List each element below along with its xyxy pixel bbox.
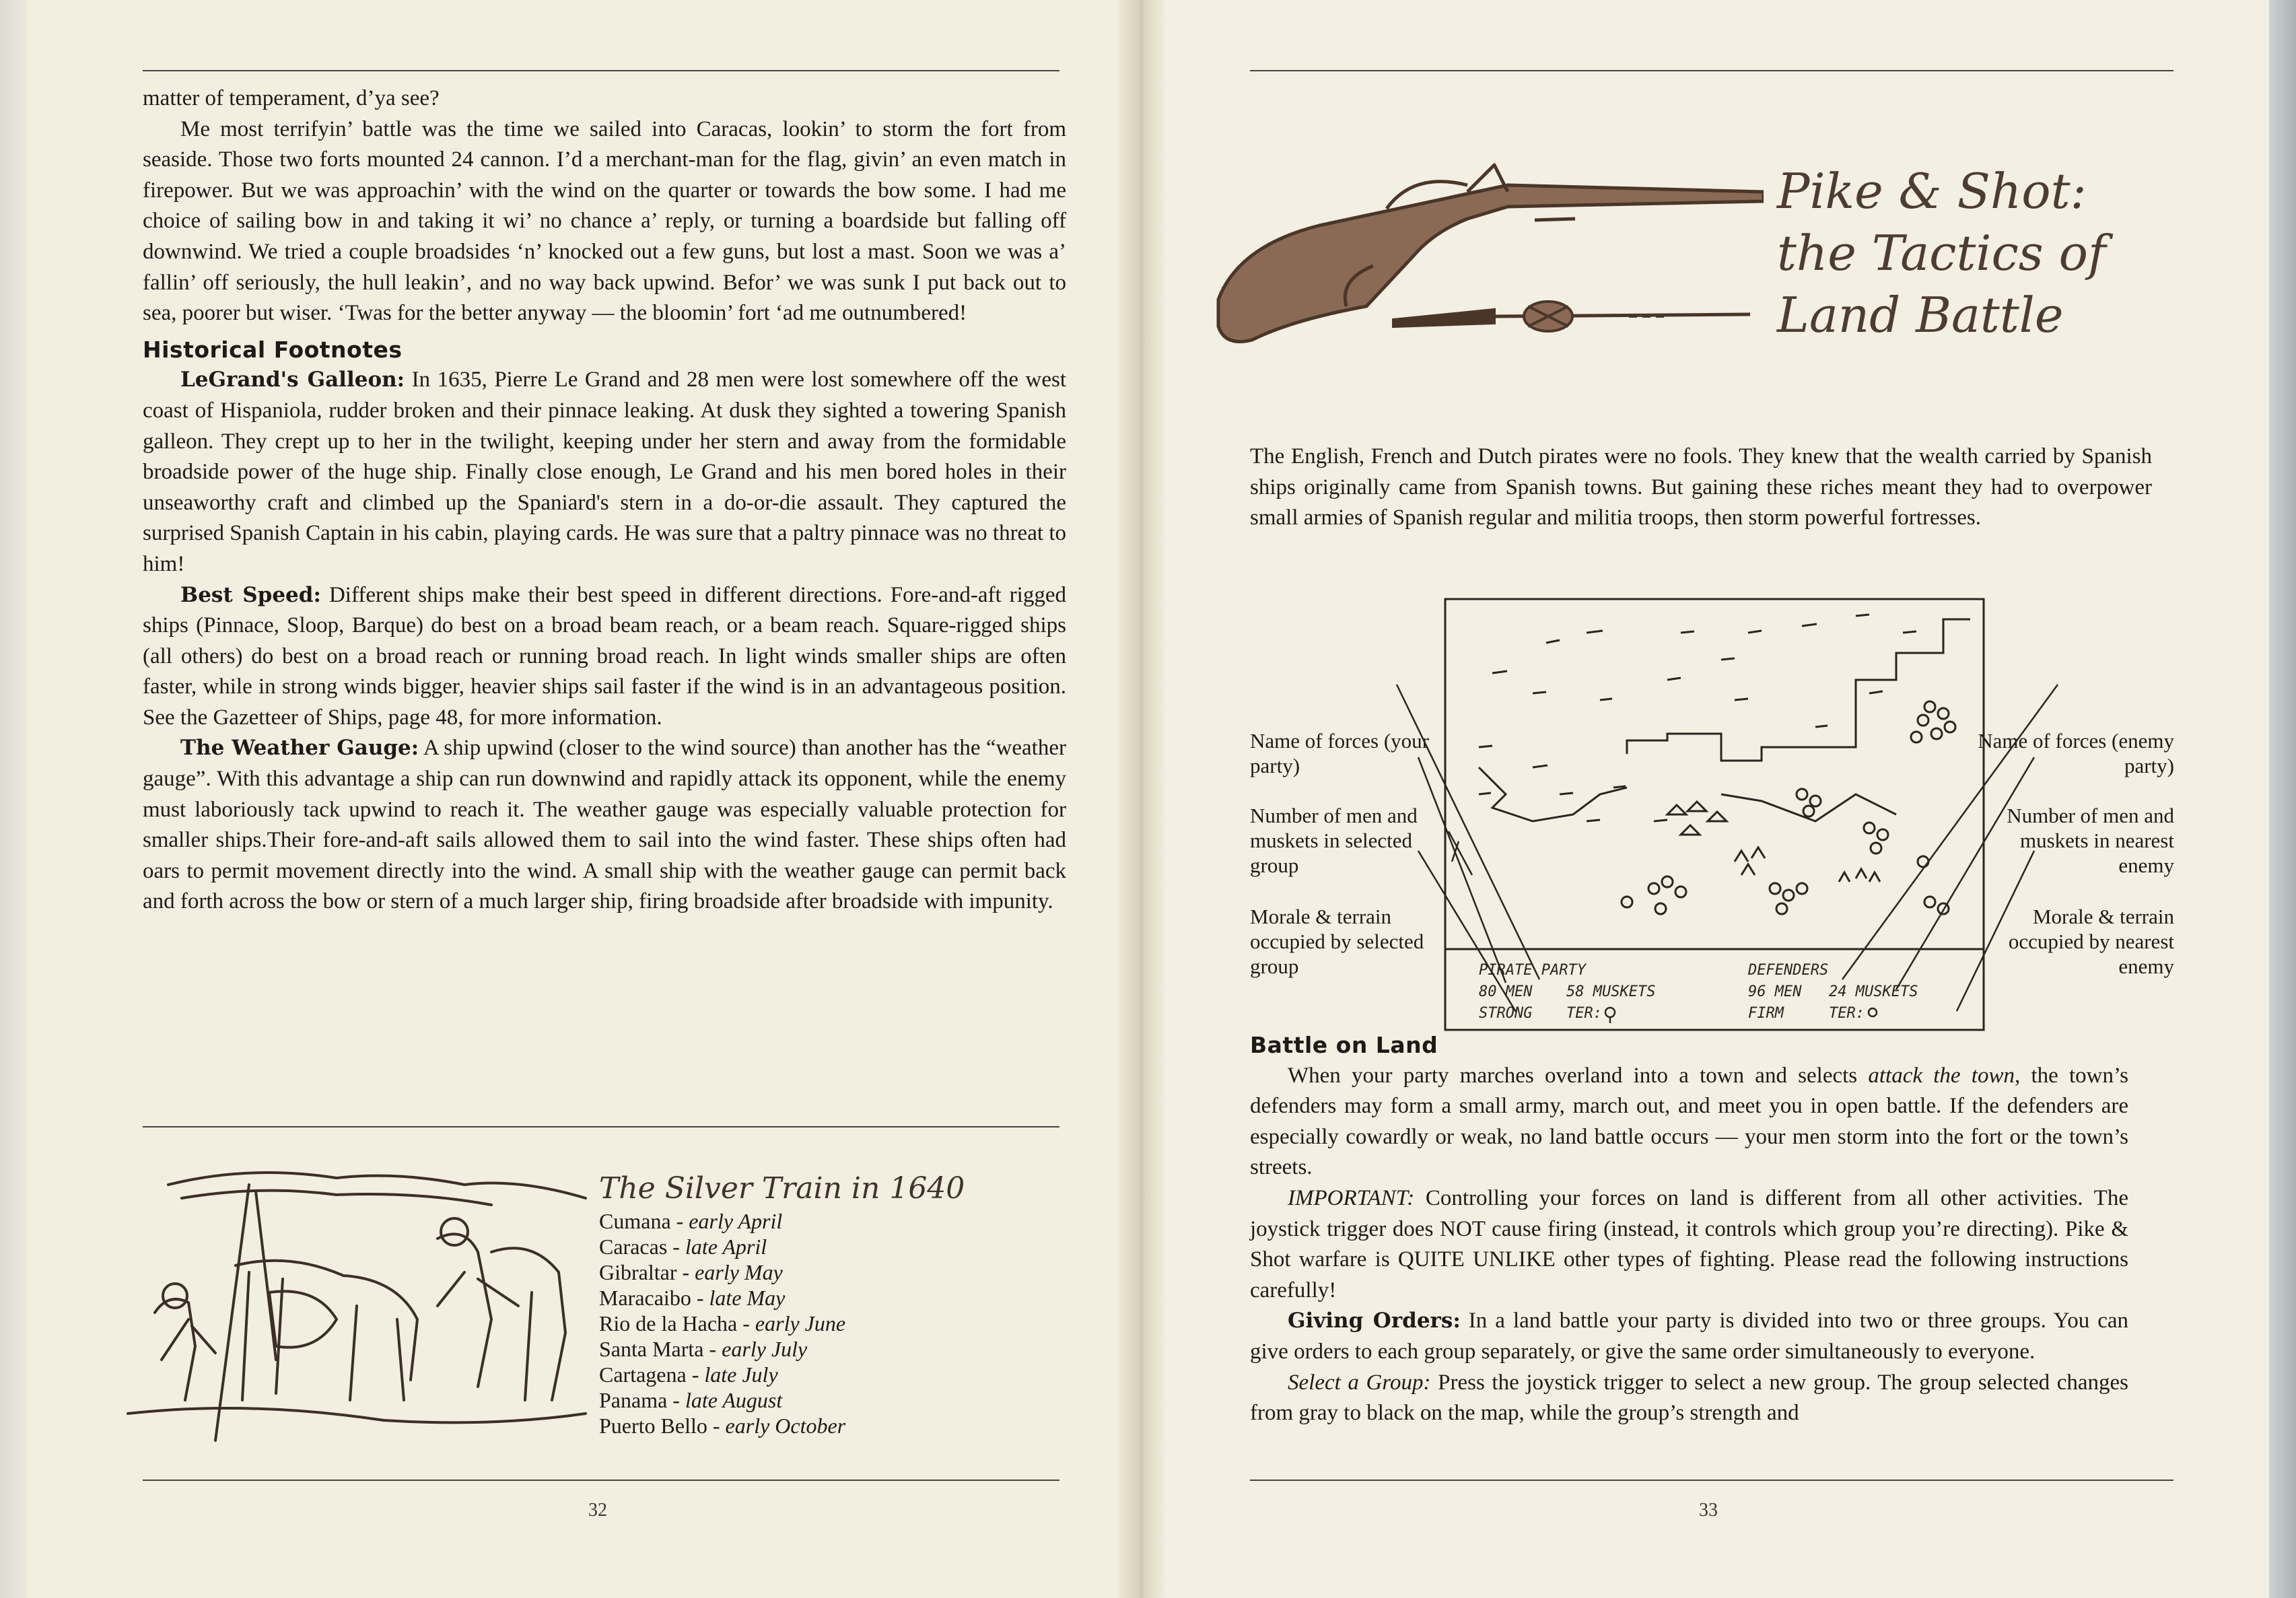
status-enemy-name: DEFENDERS xyxy=(1748,962,1829,979)
callout-enemy-party-name: Name of forces (enemy party) xyxy=(1978,729,2174,777)
sidebar-top-rule xyxy=(143,1126,1059,1127)
status-your-party-name: PIRATE PARTY xyxy=(1479,962,1586,979)
paragraph: matter of temperament, d’ya see? xyxy=(143,86,440,110)
footnotes-heading: Historical Footnotes xyxy=(143,336,403,363)
battle-on-land-section xyxy=(1250,1030,2128,1429)
bottom-rule-right xyxy=(1250,1480,2173,1481)
status-your-muskets: 58 MUSKETS xyxy=(1566,983,1656,1000)
callout-enemy-morale-terrain: Morale & terrain occupied by nearest enemy xyxy=(2008,905,2174,978)
list-item: Cartagena - late July xyxy=(599,1362,778,1387)
terrain-tree-icon xyxy=(1605,1008,1615,1017)
intro-paragraph: The English, French and Dutch pirates were no fools. They knew that the wealth carried by Spanish ships originally came from Spanish towns. But gaining these riches meant they had to overpower small armies of Spanish regular and militia troops, then storm powerful fortresses. xyxy=(1250,444,2152,530)
footnote-legrand: LeGrand's Galleon: In 1635, Pierre Le Grand and 28 men were lost somewhere off the west coast of Hispaniola, rudder broken and their pinnace leaking. At dusk they sighted a towering Spanish galleon. They crept up to her in the twilight, keeping under her stern and away from the formidable broadside power of the huge ship. Finally close enough, Le Grand and his men bored holes in their unseaworthy craft and climbed up the Spaniard's stern in a do-or-die assault. They captured the surprised Spanish Captain in his cabin, playing cards. He was sure that a paltry pinnace was no threat to him! xyxy=(143,368,1066,576)
list-item: Maracaibo - late May xyxy=(599,1286,786,1310)
page-number-left: 32 xyxy=(588,1500,607,1521)
footnote-weather-gauge: The Weather Gauge: A ship upwind (closer to the wind source) than another has the “weather gauge”. With this advantage a ship can run downwind and rapidly attack its opponent, while the enemy must laboriously tack upwind to reach it. The weather gauge was especially valuable protection for smaller ships.Their fore-and-aft sails allowed them to sail into the wind faster. These ships often had oars to permit movement directly into the wind. A small ship with the weather gauge can permit back and forth across the bow or stern of a much larger ship, firing broadside after broadside with impunity. xyxy=(143,736,1066,914)
list-item: Rio de la Hacha - early June xyxy=(599,1311,846,1335)
list-item: Caracas - late April xyxy=(599,1235,767,1259)
sidebar-title: The Silver Train in 1640 xyxy=(599,1171,965,1206)
callout-enemy-men-muskets: Number of men and muskets in nearest enemy xyxy=(2007,804,2174,877)
top-rule-right xyxy=(1250,70,2173,71)
book-gutter xyxy=(1117,0,1164,1598)
book-edge-right xyxy=(2269,0,2296,1598)
status-enemy-men: 96 MEN xyxy=(1748,983,1802,1000)
paragraph: Select a Group: Press the joystick trigger to select a new group. The group selected changes from gray to black on the map, while the group’s strength and xyxy=(1250,1370,2128,1426)
list-item: Santa Marta - early July xyxy=(599,1337,808,1361)
paragraph: IMPORTANT: Controlling your forces on land is different from all other activities. The joystick trigger does NOT cause firing (instead, it controls which group you’re directing). Pike & Shot warfare is QUITE UNLIKE other types of fighting. Please read the following instructions carefully! xyxy=(1250,1185,2128,1302)
silver-train-schedule xyxy=(599,1208,1030,1438)
book-edge-left xyxy=(0,0,27,1598)
chapter-title-line: Pike & Shot: xyxy=(1777,163,2087,219)
callout-your-morale-terrain: Morale & terrain occupied by selected group xyxy=(1250,905,1424,978)
battle-map-diagram xyxy=(1250,592,2179,1037)
footnote-best-speed: Best Speed: Different ships make their best speed in different directions. Fore-and-aft rigged ships (Pinnace, Sloop, Barque) do best on a broad beam reach, or a beam reach. Square-rigged ships (all others) do best on a broad reach or running broad reach. In light winds smaller ships are often faster, while in strong winds bigger, heavier ships sail faster if the wind is in an advantageous position. See the Gazetteer of Ships, page 48, for more information. xyxy=(143,582,1066,730)
page-number-right: 33 xyxy=(1699,1500,1718,1521)
list-item: Puerto Bello - early October xyxy=(599,1414,846,1438)
left-page-body xyxy=(143,83,1066,917)
section-heading: Battle on Land xyxy=(1250,1032,1438,1058)
status-your-terrain: TER: xyxy=(1566,1005,1602,1022)
top-rule-left xyxy=(143,70,1059,71)
list-item: Gibraltar - early May xyxy=(599,1260,783,1284)
paragraph: When your party marches overland into a town and selects attack the town, the town’s defenders may form a small army, march out, and meet you in open battle. If the defenders are especially cowardly or weak, no land battle occurs — your men storm into the fort or the town’s streets. xyxy=(1250,1063,2129,1180)
paragraph: Giving Orders: In a land battle your party is divided into two or three groups. You can give orders to each group separately, or give the same order simultaneously to everyone. xyxy=(1250,1309,2128,1364)
silver-train-sidebar xyxy=(599,1171,1030,1438)
callout-your-party-name: Name of forces (your party) xyxy=(1250,729,1429,777)
status-your-morale: STRONG xyxy=(1479,1005,1533,1022)
terrain-icon xyxy=(1869,1008,1877,1016)
chapter-title-line: the Tactics of xyxy=(1777,225,2106,281)
status-enemy-terrain: TER: xyxy=(1829,1005,1865,1022)
paragraph: Me most terrifyin’ battle was the time we sailed into Caracas, lookin’ to storm the fort from seaside. Those two forts mounted 24 cannon. I’d a merchant-man for the flag, givin’ an even match in firepower. But we was approachin’ with the wind on the quarter or towards the bow some. I had me choice of sailing bow in and taking it wi’ no chance a’ reply, or turning a boardside but falling off downwind. We tried a couple broadsides ‘n’ knocked out a few guns, but lost a mast. Soon we was a’ fallin’ off seriously, the hull leakin’, and no way back upwind. Befor’ we was sunk I put back out to sea, poorer but wiser. ‘Twas for the better anyway — the bloomin’ fort ‘ad me outnumbered! xyxy=(143,116,1066,326)
status-enemy-morale: FIRM xyxy=(1748,1005,1784,1022)
list-item: Cumana - early April xyxy=(599,1209,783,1233)
musket-and-pike-icon xyxy=(1212,145,1764,360)
list-item: Panama - late August xyxy=(599,1388,783,1412)
chapter-title xyxy=(1777,160,2127,346)
status-your-men: 80 MEN xyxy=(1479,983,1533,1000)
status-enemy-muskets: 24 MUSKETS xyxy=(1829,983,1918,1000)
silver-train-illustration xyxy=(114,1158,599,1454)
callout-your-men-muskets: Number of men and muskets in selected group xyxy=(1250,804,1418,877)
chapter-title-line: Land Battle xyxy=(1777,287,2064,343)
bottom-rule-left xyxy=(143,1480,1059,1481)
